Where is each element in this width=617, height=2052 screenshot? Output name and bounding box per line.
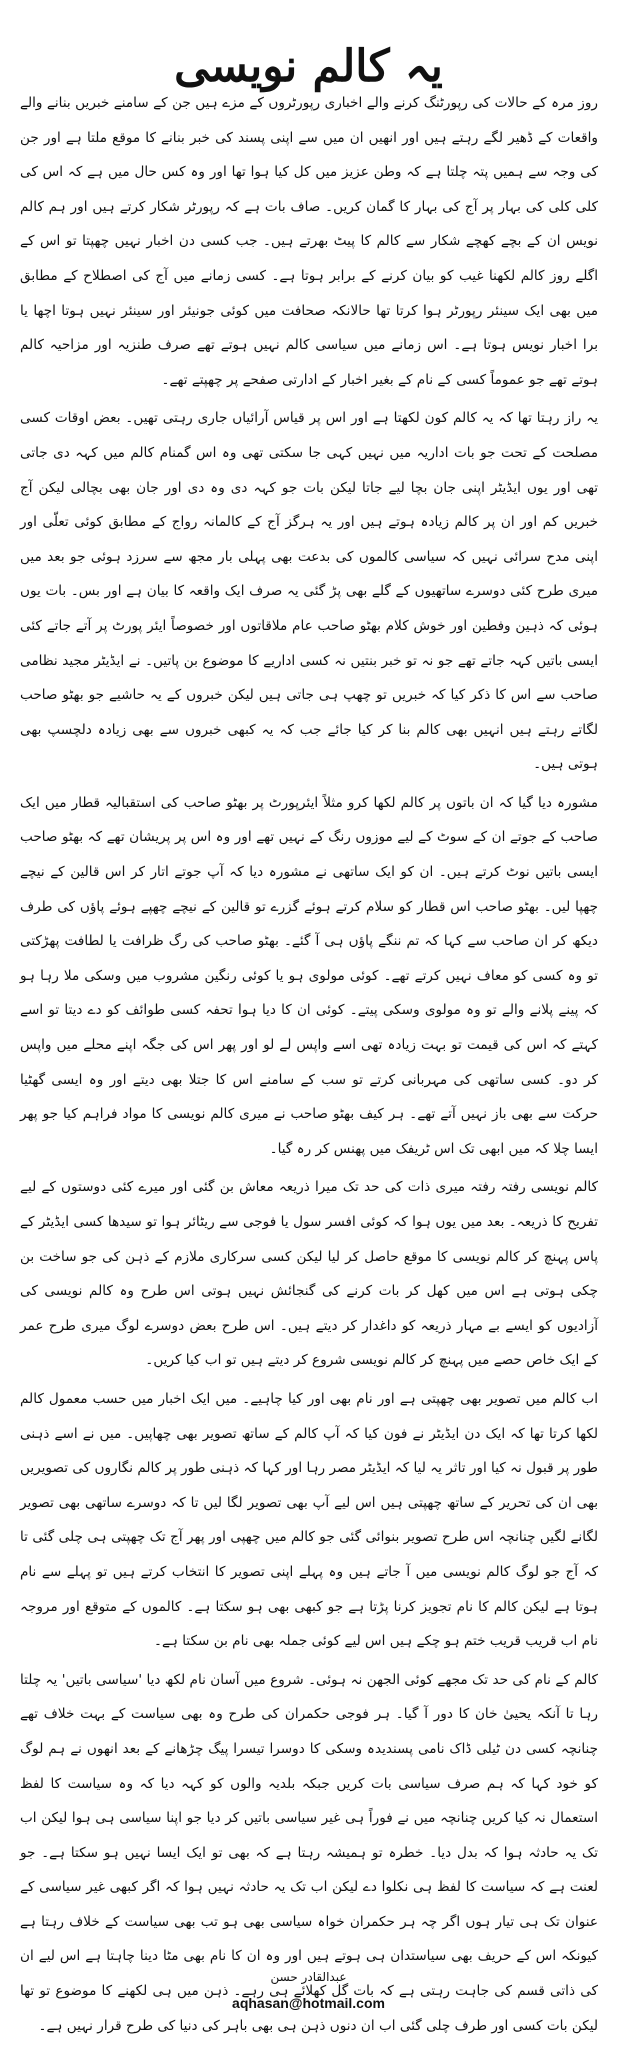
paragraph-6: کالم کے نام کی حد تک مجھے کوئی الجھن نہ ہوئی۔ شروع میں آسان نام لکھ دیا 'سیاسی باتیں' یہ چلتا رہا تا آنکہ یحییٰ خان کا دور آ گیا۔ ہر فوجی حکمران کی طرح وہ بھی سیاست کے بہت خلاف تھے چنانچہ کسی دن ٹیلی ڈاک نامی پسندیدہ وسکی کا دوسرا تیسرا پیگ چڑھانے کے بعد انھوں نے ہم لوگ کو خود کہا کہ ہم صرف سیاسی بات کریں جبکہ بلدیہ والوں کو کہہ دیا کہ وہ سیاست کا لفظ استعمال نہ کیا کریں چنانچہ میں نے فوراً ہی غیر سیاسی باتیں کر دیا جو اپنا سیاسی ہی ہوا لیکن اب تک یہ حادثہ ہوا کہ بدل دیا۔ خطرہ تو ہمیشہ رہتا ہے کہ بھی تو ایک ایسا نہیں ہو سکتا ہے۔ جو لعنت ہے کہ سیاست کا لفظ ہی نکلوا دے لیکن اب تک یہ حادثہ نہیں ہوا کہ اگر کبھی غیر سیاسی کے عنوان تک ہی تیار ہوں اگر چہ ہر حکمران خواہ سیاسی بھی ہو تب بھی سیاست کے خلاف رہتا ہے کیونکہ اس کے حریف بھی سیاستدان ہی ہوتے ہیں اور وہ ان کا نام بھی مٹا دینا چاہتا ہے اس لیے ان کی ذاتی قسم کی جاہت رہتی ہے کہ بات گل کھلائے ہی رہے۔ ذہن میں ہی لکھنے کا موضوع تو تھا لیکن بات کسی اور طرف چلی گئی اب ان دنوں ذہن ہی بھی باہر کی دنیا کی طرح قرار نہیں ہے۔ [20, 1671, 598, 2034]
paragraph-1: روز مرہ کے حالات کی رپورٹنگ کرنے والے اخباری رپورٹروں کے مزے ہیں جن کے سامنے خبریں بنانے والے واقعات کے ڈھیر لگے رہتے ہیں اور انھیں ان میں سے اپنی پسند کی خبر بنانے کا موقع ملتا ہے اور جن کی وجہ سے ہمیں پتہ چلتا ہے کہ وطن عزیز میں کل کیا ہوا تھا اور وہ کس حال میں ہے کہ اس کی کلی کلی کی بہار پر آج کی بہار کا گمان کریں۔ صاف بات ہے کہ رپورٹر شکار کرتے ہیں اور ہم کالم نویس ان کے بچے کھچے شکار سے کالم کا پیٹ بھرتے ہیں۔ جب کسی دن اخبار نہیں چھپتا تو اس کے اگلے روز کالم لکھنا غیب کو بیان کرنے کے برابر ہوتا ہے۔ کسی زمانے میں آج کی اصطلاح کے مطابق میں بھی ایک سینئر رپورٹر ہوا کرتا تھا حالانکہ صحافت میں کوئی جونیئر اور سینئر نہیں ہوتا اچھا یا برا اخبار نویس ہوتا ہے۔ اس زمانے میں سیاسی کالم نہیں ہوتے تھے صرف طنزیہ اور مزاحیہ کالم ہوتے تھے جو عموماً کسی کے نام کے بغیر اخبار کے ادارتی صفحے پر چھپتے تھے۔ [20, 95, 598, 388]
author-name: عبدالقادر حسن [270, 1970, 347, 1984]
author-email-link[interactable]: aqhasan@hotmail.com [232, 1995, 385, 2011]
paragraph-2: یہ راز رہتا تھا کہ یہ کالم کون لکھتا ہے اور اس پر قیاس آرائیاں جاری رہتی تھیں۔ بعض اوقات کسی مصلحت کے تحت جو بات اداریہ میں نہیں کہی جا سکتی تھی وہ اس گمنام کالم میں کہہ دی جاتی تھی اور یوں ایڈیٹر اپنی جان بچا لیے جاتا لیکن بات جو کہہ دی وہ دی اور جان بھی بچالی لیکن آج خبریں کم اور ان پر کالم زیادہ ہوتے ہیں اور یہ ہرگز آج کے کالمانہ رواج کے مطابق کوئی تعلّی اور اپنی مدح سرائی نہیں کہ سیاسی کالموں کی بدعت بھی پہلی بار مجھ سے سرزد ہوئی جو بعد میں میری طرح کئی دوسرے ساتھیوں کے گلے بھی پڑ گئی یہ صرف ایک واقعہ کا بیان ہے اور بس۔ بات یوں ہوئی کہ ذہین وفطین اور خوش کلام بھٹو صاحب عام ملاقاتوں اور خصوصاً ایئر پورٹ پر آتے جاتے کئی ایسی باتیں کہہ جاتے تھے جو نہ تو خبر بنتیں نہ کسی اداریے کا موضوع بن پاتیں۔ نے ایڈیٹر مجید نظامی صاحب سے اس کا ذکر کیا کہ خبریں تو چھپ ہی جاتی ہیں لیکن خبروں کے یہ حاشیے جو بھٹو صاحب لگاتے رہتے ہیں انہیں بھی کالم بنا کر کیا جائے جب کہ یہ کبھی خبروں سے بھی زیادہ دلچسپ بھی ہوتی ہیں۔ [20, 410, 598, 773]
paragraph-3: مشورہ دیا گیا کہ ان باتوں پر کالم لکھا کرو مثلاً ایئرپورٹ پر بھٹو صاحب کی استقبالیہ قطار میں ایک صاحب کے جوتے ان کے سوٹ کے لیے موزوں رنگ کے نہیں تھے اور وہ اس پر پریشان تھے کہ بھٹو صاحب ایسی باتیں نوٹ کرتے ہیں۔ ان کو ایک ساتھی نے مشورہ دیا کہ آپ جوتے اتار کر اس قالین کے نیچے چھپا لیں۔ بھٹو صاحب اس قطار کو سلام کرتے ہوئے گزرے تو قالین کے نیچے چھپے ہوئے پاؤں کی طرف دیکھ کر ان صاحب سے کہا کہ تم ننگے پاؤں ہی آ گئے۔ بھٹو صاحب کی رگ ظرافت یا لطافت پھڑکتی تو وہ کسی کو معاف نہیں کرتے تھے۔ کوئی مولوی ہو یا کوئی رنگین مشروب میں وسکی ملا رہا ہو کہ پینے پلانے والے تو وہ مولوی وسکی پیتے۔ کوئی ان کا دیا ہوا تحفہ کسی طوائف کو دے دیتا تو اسے کہتے کہ اس کی قیمت تو بہت زیادہ تھی اسے واپس لے لو اور پھر اس کی جگہ اپنے محلے میں واپس کر دو۔ کسی ساتھی کی مہربانی کرتے تو سب کے سامنے اس کا جتلا بھی دیتے اور وہ ایسی گھٹیا حرکت سے بھی باز نہیں آتے تھے۔ ہر کیف بھٹو صاحب نے میری کالم نویسی کا مواد فراہم کیا جو پھر ایسا چلا کہ میں ابھی تک اس ٹریفک میں پھنس کر رہ گیا۔ [20, 794, 598, 1157]
paragraph-4: کالم نویسی رفتہ رفتہ میری ذات کی حد تک میرا ذریعہ معاش بن گئی اور میرے کئی دوستوں کے لیے تفریح کا ذریعہ۔ بعد میں یوں ہوا کہ کوئی افسر سول یا فوجی سے ریٹائر ہوا تو سیدھا کسی ایڈیٹر کے پاس پہنچ کر کالم نویسی کا موقع حاصل کر لیا لیکن کسی سرکاری ملازم کے ذہن کی جو ساخت بن چکی ہوتی ہے اس میں کھل کر بات کرنے کی گنجائش نہیں ہوتی اس طرح وہ کالم نویسی کی آزادیوں کو ایسے بے مہار ذریعہ کو داغدار کر دیتے ہیں۔ اس طرح بعض دوسرے لوگ میری طرح عمر کے ایک خاص حصے میں پہنچ کر کالم نویسی شروع کر دیتے ہیں تو اب کیا کریں۔ [20, 1179, 598, 1369]
column-title: یہ کالم نویسی [174, 41, 443, 93]
paragraph-5: اب کالم میں تصویر بھی چھپتی ہے اور نام بھی اور کیا چاہیے۔ میں ایک اخبار میں حسب معمول کالم لکھا کرتا تھا کہ ایک دن ایڈیٹر نے فون کیا کہ آپ کالم کے ساتھ تصویر بھی چھاپیں۔ میں نے اسے ذہنی طور پر قبول نہ کیا اور تاثر یہ لیا کہ ایڈیٹر مصر رہا اور کہا کہ ذہنی طور پر کالم نگاروں کی تصویریں بھی ان کی تحریر کے ساتھ چھپتی ہیں اس لیے آپ بھی تصویر لگا لیں تا کہ دوسرے ساتھی بھی تصویر لگانے لگیں چنانچہ اس طرح تصویر بنوائی گئی جو کالم میں چھپی اور پھر آج تک چھپتی ہی چلی گئی تا کہ آج جو لوگ کالم نویسی میں آ جاتے ہیں وہ پہلے اپنی تصویر کا انتخاب کرتے ہیں تو پہلے سے نام ہوتا ہے لیکن کالم کا نام تجویز کرنا پڑتا ہے جو کبھی بھی ہو سکتا ہے۔ کالموں کے متوقع اور مروجہ نام اب قریب قریب ختم ہو چکے ہیں اس لیے کوئی جملہ بھی نام بن سکتا ہے۔ [20, 1390, 598, 1650]
column-body [20, 86, 598, 2047]
